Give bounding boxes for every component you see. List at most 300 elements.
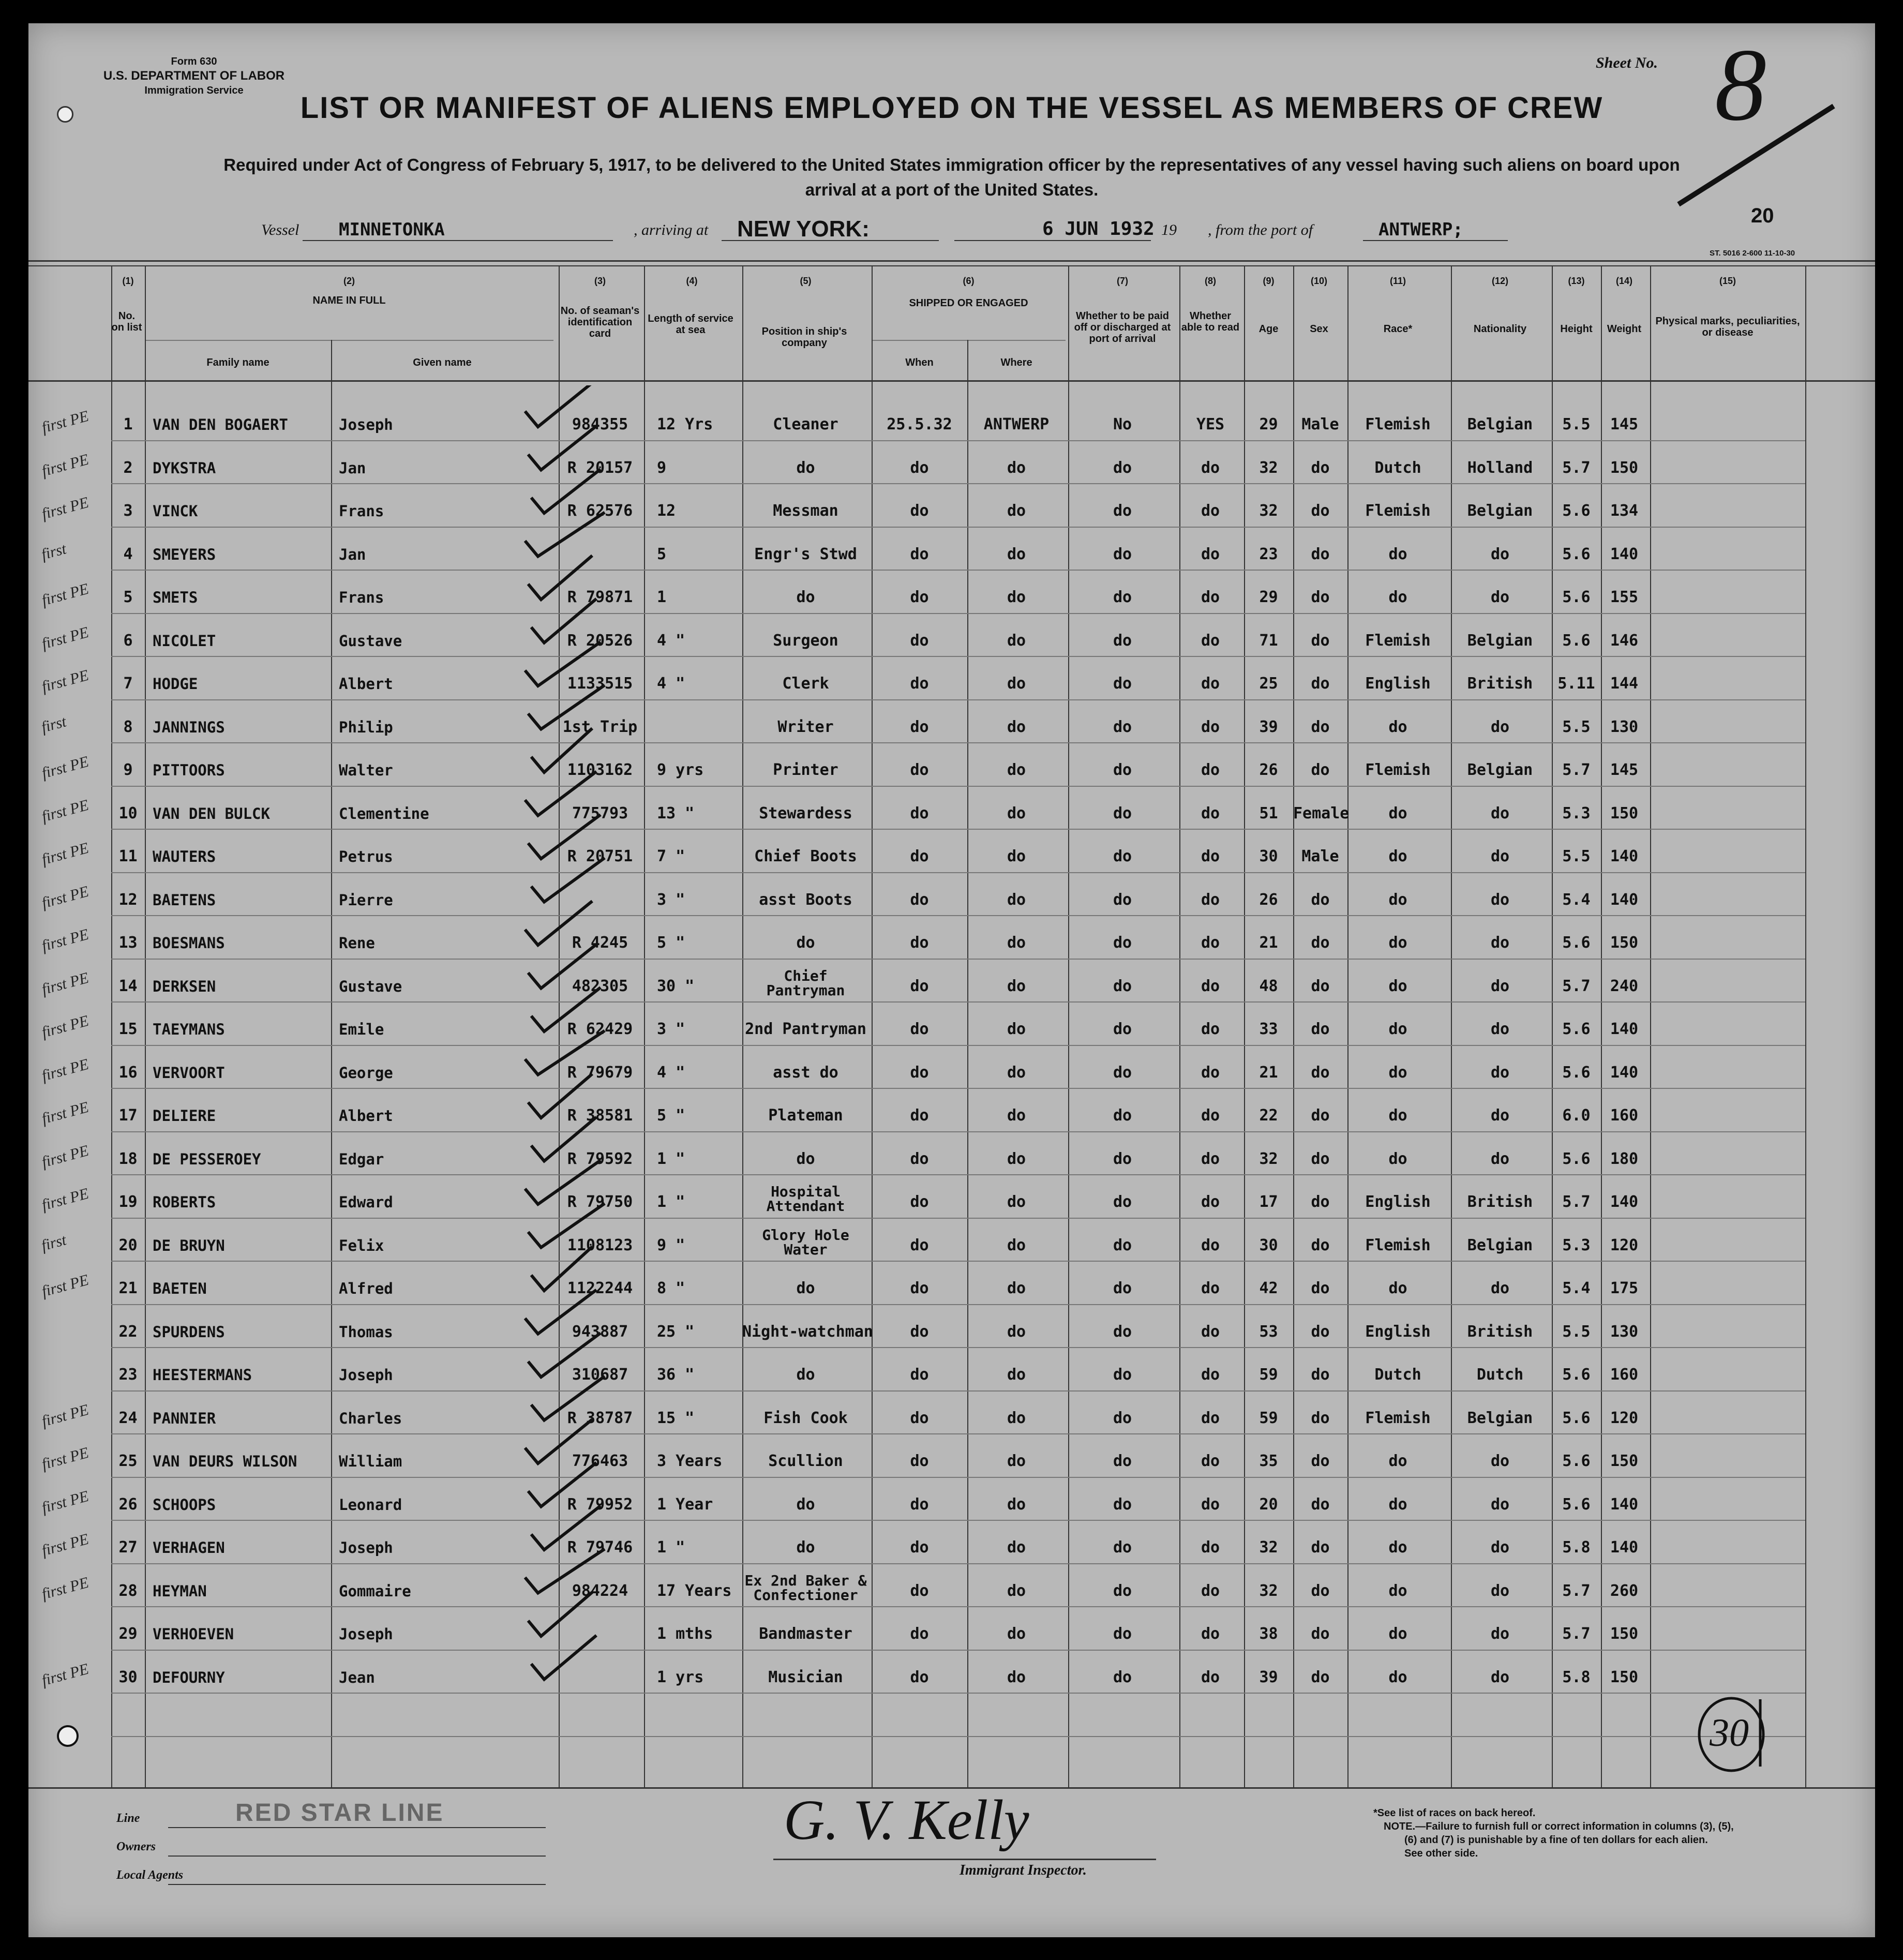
cell-when: do <box>910 1323 929 1341</box>
cell-weight: 150 <box>1610 1452 1639 1470</box>
check-mark <box>525 1031 605 1075</box>
check-mark <box>531 1506 601 1550</box>
cell-position: Chief Boots <box>754 847 857 865</box>
cell-no: 16 <box>118 1064 138 1082</box>
row-rule <box>111 1736 1805 1737</box>
cell-position: do <box>796 1538 815 1557</box>
column-number: (14) <box>1615 276 1632 286</box>
cell-race: do <box>1388 1150 1407 1168</box>
margin-annotation: first PE <box>40 493 91 523</box>
cell-sex: do <box>1311 1323 1330 1341</box>
cell-race: Flemish <box>1365 1409 1431 1427</box>
cell-nationality: do <box>1490 1452 1510 1470</box>
col-no-on-list: No. on list <box>111 310 142 333</box>
cell-service: 15 " <box>657 1409 695 1427</box>
cell-where: do <box>1007 545 1026 563</box>
margin-annotation: first PE <box>40 1487 91 1517</box>
check-mark <box>531 1377 605 1420</box>
cell-weight: 130 <box>1610 718 1639 736</box>
cell-nationality: Belgian <box>1467 1236 1533 1254</box>
cell-where: do <box>1007 1150 1026 1168</box>
cell-nationality: do <box>1490 545 1510 563</box>
col-given-name: Given name <box>413 357 472 368</box>
cell-paid: do <box>1113 1323 1132 1341</box>
cell-no: 1 <box>123 415 133 433</box>
from-label: , from the port of <box>1208 221 1313 238</box>
row-rule <box>111 786 1805 787</box>
cell-family: VINCK <box>153 502 198 520</box>
line-stamp: RED STAR LINE <box>235 1799 444 1827</box>
cell-when: do <box>910 1193 929 1211</box>
cell-where: do <box>1007 1323 1026 1341</box>
cell-paid: do <box>1113 1625 1132 1643</box>
cell-height: 5.6 <box>1562 588 1591 606</box>
row-rule <box>111 1433 1805 1434</box>
cell-race: English <box>1365 675 1431 693</box>
cell-race: do <box>1388 588 1407 606</box>
cell-given: Philip <box>339 719 393 736</box>
margin-annotation: first PE <box>40 1530 91 1560</box>
margin-annotation: first PE <box>40 1012 91 1041</box>
cell-when: do <box>910 847 929 865</box>
cell-paid: do <box>1113 1106 1132 1125</box>
cell-service: 30 " <box>657 977 695 995</box>
cell-family: BAETENS <box>153 891 216 909</box>
date-underline <box>954 240 1151 241</box>
cell-paid: do <box>1113 1409 1132 1427</box>
cell-position: Ex 2nd Baker & Confectioner <box>744 1572 867 1604</box>
cell-card: 1122244 <box>567 1279 633 1297</box>
row-rule <box>111 570 1805 571</box>
cell-read: YES <box>1196 415 1225 433</box>
cell-race: do <box>1388 804 1407 822</box>
col-when: When <box>905 357 934 368</box>
cell-weight: 160 <box>1610 1106 1639 1125</box>
cell-race: Flemish <box>1365 415 1431 433</box>
row-rule <box>111 1650 1805 1651</box>
cell-nationality: Holland <box>1467 459 1533 477</box>
check-mark <box>528 945 596 989</box>
cell-position: do <box>796 934 815 952</box>
row-rule <box>111 1390 1805 1392</box>
cell-nationality: do <box>1490 977 1510 995</box>
punch-hole-bottom <box>57 1725 79 1747</box>
cell-paid: do <box>1113 977 1132 995</box>
inspector-label: Immigrant Inspector. <box>960 1862 1087 1878</box>
cell-service: 9 yrs <box>657 761 704 779</box>
cell-read: do <box>1201 1582 1220 1600</box>
cell-card: R 62576 <box>567 502 633 520</box>
cell-nationality: do <box>1490 1668 1510 1686</box>
cell-where: do <box>1007 977 1026 995</box>
cell-when: do <box>910 1279 929 1297</box>
cell-sex: Female <box>1293 804 1350 822</box>
name-subheader-rule <box>145 340 553 341</box>
note-other-side: See other side. <box>1404 1848 1478 1859</box>
row-rule <box>111 613 1805 614</box>
cell-nationality: do <box>1490 1538 1510 1557</box>
arriving-port: NEW YORK: <box>737 216 870 242</box>
cell-nationality: do <box>1490 1150 1510 1168</box>
cell-sex: Male <box>1301 415 1339 433</box>
cell-race: English <box>1365 1323 1431 1341</box>
margin-annotation: first PE <box>40 666 91 696</box>
cell-given: Jean <box>339 1669 375 1686</box>
cell-weight: 130 <box>1610 1323 1639 1341</box>
cell-card: R 20157 <box>567 459 633 477</box>
cell-where: do <box>1007 1020 1026 1038</box>
owners-underline <box>168 1856 546 1857</box>
cell-age: 71 <box>1259 632 1278 650</box>
column-number: (5) <box>800 276 812 286</box>
cell-given: Emile <box>339 1021 384 1038</box>
row-rule <box>111 872 1805 873</box>
cell-no: 18 <box>118 1150 138 1168</box>
cell-read: do <box>1201 588 1220 606</box>
cell-nationality: do <box>1490 1582 1510 1600</box>
row-rule <box>111 1563 1805 1564</box>
cell-read: do <box>1201 934 1220 952</box>
cell-height: 5.7 <box>1562 1582 1591 1600</box>
year-suffix: 19 <box>1161 221 1177 238</box>
row-rule <box>111 1606 1805 1607</box>
cell-sex: do <box>1311 1279 1330 1297</box>
cell-read: do <box>1201 1409 1220 1427</box>
cell-where: do <box>1007 847 1026 865</box>
sheet-label: Sheet No. <box>1596 54 1658 71</box>
cell-card: R 79746 <box>567 1538 633 1557</box>
cell-race: Dutch <box>1374 1366 1421 1384</box>
cell-sex: do <box>1311 459 1330 477</box>
column-rule <box>1805 265 1806 1787</box>
cell-service: 9 <box>657 459 667 477</box>
check-mark <box>528 1333 601 1377</box>
cell-read: do <box>1201 459 1220 477</box>
cell-age: 39 <box>1259 1668 1278 1686</box>
cell-service: 9 " <box>657 1236 685 1254</box>
cell-weight: 180 <box>1610 1150 1639 1168</box>
check-mark <box>525 385 592 427</box>
cell-nationality: do <box>1490 1020 1510 1038</box>
cell-when: do <box>910 1668 929 1686</box>
cell-service: 1 " <box>657 1193 685 1211</box>
column-number: (11) <box>1389 276 1406 286</box>
cell-weight: 140 <box>1610 847 1639 865</box>
cell-family: DE PESSEROEY <box>153 1150 261 1168</box>
cell-when: do <box>910 1625 929 1643</box>
cell-given: Felix <box>339 1237 384 1254</box>
cell-height: 5.4 <box>1562 1279 1591 1297</box>
cell-no: 11 <box>118 847 138 865</box>
cell-family: VAN DEN BOGAERT <box>153 416 288 433</box>
from-port: ANTWERP; <box>1378 219 1463 240</box>
margin-annotation: first PE <box>40 451 91 480</box>
cell-service: 17 Years <box>657 1582 732 1600</box>
column-number: (12) <box>1491 276 1508 286</box>
cell-nationality: Belgian <box>1467 632 1533 650</box>
cell-position: Bandmaster <box>759 1625 852 1643</box>
cell-height: 5.11 <box>1557 675 1595 693</box>
cell-nationality: do <box>1490 1495 1510 1514</box>
cell-where: do <box>1007 761 1026 779</box>
cell-weight: 140 <box>1610 891 1639 909</box>
cell-no: 22 <box>118 1323 138 1341</box>
col-nationality: Nationality <box>1473 323 1527 335</box>
cell-age: 32 <box>1259 1150 1278 1168</box>
cell-nationality: do <box>1490 1625 1510 1643</box>
column-number: (3) <box>594 276 606 286</box>
cell-weight: 150 <box>1610 804 1639 822</box>
cell-no: 23 <box>118 1366 138 1384</box>
cell-position: Musician <box>768 1668 843 1686</box>
cell-height: 5.3 <box>1562 804 1591 822</box>
cell-position: do <box>796 1279 815 1297</box>
cell-position: Cleaner <box>773 415 838 433</box>
cell-age: 29 <box>1259 588 1278 606</box>
cell-card: 984355 <box>572 415 628 433</box>
cell-when: do <box>910 1236 929 1254</box>
col-weight: Weight <box>1607 323 1642 335</box>
cell-height: 5.8 <box>1562 1668 1591 1686</box>
check-mark <box>528 1463 596 1507</box>
cell-age: 30 <box>1259 1236 1278 1254</box>
note-failure: NOTE.—Failure to furnish full or correct information in columns (3), (5), <box>1384 1821 1734 1832</box>
service-name: Immigration Service <box>144 85 244 96</box>
cell-sex: do <box>1311 632 1330 650</box>
row-rule <box>111 483 1805 484</box>
cell-weight: 145 <box>1610 415 1639 433</box>
cell-given: Frans <box>339 502 384 520</box>
cell-height: 5.5 <box>1562 1323 1591 1341</box>
cell-given: Clementine <box>339 805 429 822</box>
cell-nationality: Belgian <box>1467 1409 1533 1427</box>
cell-no: 17 <box>118 1106 138 1125</box>
cell-paid: do <box>1113 459 1132 477</box>
cell-age: 21 <box>1259 1064 1278 1082</box>
cell-paid: do <box>1113 847 1132 865</box>
cell-family: PANNIER <box>153 1410 216 1427</box>
cell-family: DYKSTRA <box>153 459 216 477</box>
cell-card: R 79750 <box>567 1193 633 1211</box>
cell-sex: do <box>1311 1366 1330 1384</box>
cell-given: Joseph <box>339 1539 393 1557</box>
cell-where: do <box>1007 718 1026 736</box>
cell-when: do <box>910 891 929 909</box>
cell-position: asst do <box>773 1064 838 1082</box>
check-mark <box>525 1419 592 1463</box>
margin-annotation: first PE <box>40 1055 91 1085</box>
check-mark <box>528 1204 605 1248</box>
cell-given: Albert <box>339 1107 393 1125</box>
cell-age: 48 <box>1259 977 1278 995</box>
cell-weight: 144 <box>1610 675 1639 693</box>
cell-when: do <box>910 502 929 520</box>
cell-weight: 150 <box>1610 1625 1639 1643</box>
cell-where: do <box>1007 804 1026 822</box>
cell-weight: 150 <box>1610 934 1639 952</box>
cell-weight: 260 <box>1610 1582 1639 1600</box>
cell-family: HODGE <box>153 675 198 693</box>
cell-position: Writer <box>777 718 834 736</box>
cell-position: Scullion <box>768 1452 843 1470</box>
cell-weight: 140 <box>1610 1020 1639 1038</box>
page-count: 20 <box>1751 204 1774 227</box>
cell-family: PITTOORS <box>153 761 225 779</box>
column-rule <box>1650 265 1651 1787</box>
cell-family: VAN DEN BULCK <box>153 805 270 822</box>
cell-read: do <box>1201 1366 1220 1384</box>
cell-height: 5.7 <box>1562 459 1591 477</box>
row-rule <box>111 829 1805 830</box>
cell-when: do <box>910 588 929 606</box>
row-rule <box>111 1045 1805 1046</box>
cell-position: do <box>796 588 815 606</box>
cell-nationality: do <box>1490 1106 1510 1125</box>
cell-height: 5.6 <box>1562 502 1591 520</box>
department-name: U.S. DEPARTMENT OF LABOR <box>103 69 285 83</box>
cell-when: do <box>910 1582 929 1600</box>
margin-annotation: first PE <box>40 1185 91 1214</box>
inspector-signature: G. V. Kelly <box>784 1788 1029 1851</box>
cell-sex: do <box>1311 1236 1330 1254</box>
cell-paid: do <box>1113 1538 1132 1557</box>
cell-sex: do <box>1311 1452 1330 1470</box>
cell-where: do <box>1007 1193 1026 1211</box>
cell-age: 23 <box>1259 545 1278 563</box>
column-number: (13) <box>1568 276 1585 286</box>
cell-paid: do <box>1113 934 1132 952</box>
cell-service: 13 " <box>657 804 695 822</box>
col-where: Where <box>1000 357 1032 368</box>
check-mark <box>528 426 596 470</box>
cell-paid: do <box>1113 1020 1132 1038</box>
cell-when: do <box>910 761 929 779</box>
cell-height: 5.8 <box>1562 1538 1591 1557</box>
cell-race: Flemish <box>1365 502 1431 520</box>
margin-annotation: first PE <box>40 796 91 826</box>
cell-race: do <box>1388 718 1407 736</box>
signature-underline <box>773 1859 1156 1860</box>
cell-age: 26 <box>1259 761 1278 779</box>
cell-where: do <box>1007 891 1026 909</box>
cell-when: do <box>910 1452 929 1470</box>
cell-sex: do <box>1311 1582 1330 1600</box>
row-rule <box>111 742 1805 743</box>
cell-when: do <box>910 1020 929 1038</box>
cell-no: 25 <box>118 1452 138 1470</box>
cell-weight: 140 <box>1610 1193 1639 1211</box>
margin-annotation: first PE <box>40 1142 91 1171</box>
cell-read: do <box>1201 545 1220 563</box>
vessel-label: Vessel <box>261 221 299 238</box>
cell-position: do <box>796 459 815 477</box>
column-number: (4) <box>686 276 698 286</box>
cell-when: do <box>910 1106 929 1125</box>
margin-annotation: first PE <box>40 925 91 955</box>
cell-service: 1 yrs <box>657 1668 704 1686</box>
footer-notes <box>1373 1806 1734 1860</box>
cell-service: 3 " <box>657 1020 685 1038</box>
check-mark <box>531 858 605 902</box>
cell-age: 32 <box>1259 502 1278 520</box>
cell-when: do <box>910 718 929 736</box>
cell-no: 29 <box>118 1625 138 1643</box>
check-mark <box>531 988 601 1031</box>
cell-weight: 240 <box>1610 977 1639 995</box>
column-rule <box>331 340 332 1787</box>
cell-paid: do <box>1113 1668 1132 1686</box>
cell-given: Pierre <box>339 891 393 909</box>
cell-service: 1 <box>657 588 667 606</box>
margin-annotation: first PE <box>40 623 91 653</box>
cell-no: 4 <box>123 545 133 563</box>
cell-when: do <box>910 545 929 563</box>
cell-read: do <box>1201 804 1220 822</box>
cell-read: do <box>1201 1452 1220 1470</box>
cell-paid: do <box>1113 1366 1132 1384</box>
cell-card: R 38581 <box>567 1106 633 1125</box>
cell-service: 1 " <box>657 1150 685 1168</box>
agents-underline <box>168 1884 546 1885</box>
cell-given: Edward <box>339 1193 393 1211</box>
cell-where: do <box>1007 1582 1026 1600</box>
cell-race: do <box>1388 847 1407 865</box>
arriving-label: , arriving at <box>634 221 709 238</box>
check-mark <box>528 815 601 859</box>
cell-nationality: do <box>1490 1279 1510 1297</box>
cell-card: 482305 <box>572 977 628 995</box>
column-number: (1) <box>122 276 134 286</box>
cell-family: DERKSEN <box>153 978 216 995</box>
date-stamp: 6 JUN 1932 <box>1042 218 1155 240</box>
cell-sex: do <box>1311 588 1330 606</box>
cell-no: 12 <box>118 891 138 909</box>
row-rule <box>111 1693 1805 1694</box>
cell-sex: do <box>1311 675 1330 693</box>
col-able-read: Whether able to read <box>1181 310 1240 333</box>
row-rule <box>111 1174 1805 1175</box>
cell-paid: do <box>1113 675 1132 693</box>
cell-race: Dutch <box>1374 459 1421 477</box>
cell-when: do <box>910 977 929 995</box>
cell-paid: do <box>1113 891 1132 909</box>
cell-height: 5.5 <box>1562 718 1591 736</box>
col-shipped-engaged: SHIPPED OR ENGAGED <box>909 297 1028 309</box>
cell-given: Thomas <box>339 1323 393 1341</box>
cell-age: 25 <box>1259 675 1278 693</box>
cell-age: 59 <box>1259 1409 1278 1427</box>
cell-no: 5 <box>123 588 133 606</box>
punch-hole-top <box>57 106 73 123</box>
cell-card: 775793 <box>572 804 628 822</box>
cell-service: 4 " <box>657 1064 685 1082</box>
cell-height: 5.4 <box>1562 891 1591 909</box>
form-number: Form 630 <box>171 56 217 67</box>
cell-where: ANTWERP <box>983 415 1050 433</box>
cell-read: do <box>1201 1236 1220 1254</box>
cell-service: 5 " <box>657 1106 685 1125</box>
cell-race: do <box>1388 1668 1407 1686</box>
cell-service: 3 " <box>657 891 685 909</box>
cell-given: Gustave <box>339 978 402 995</box>
cell-family: HEESTERMANS <box>153 1366 252 1384</box>
cell-read: do <box>1201 1668 1220 1686</box>
cell-when: do <box>910 1538 929 1557</box>
cell-weight: 140 <box>1610 1538 1639 1557</box>
note-fine: (6) and (7) is punishable by a fine of ten dollars for each alien. <box>1404 1834 1708 1846</box>
cell-when: do <box>910 675 929 693</box>
row-rule <box>111 1304 1805 1305</box>
